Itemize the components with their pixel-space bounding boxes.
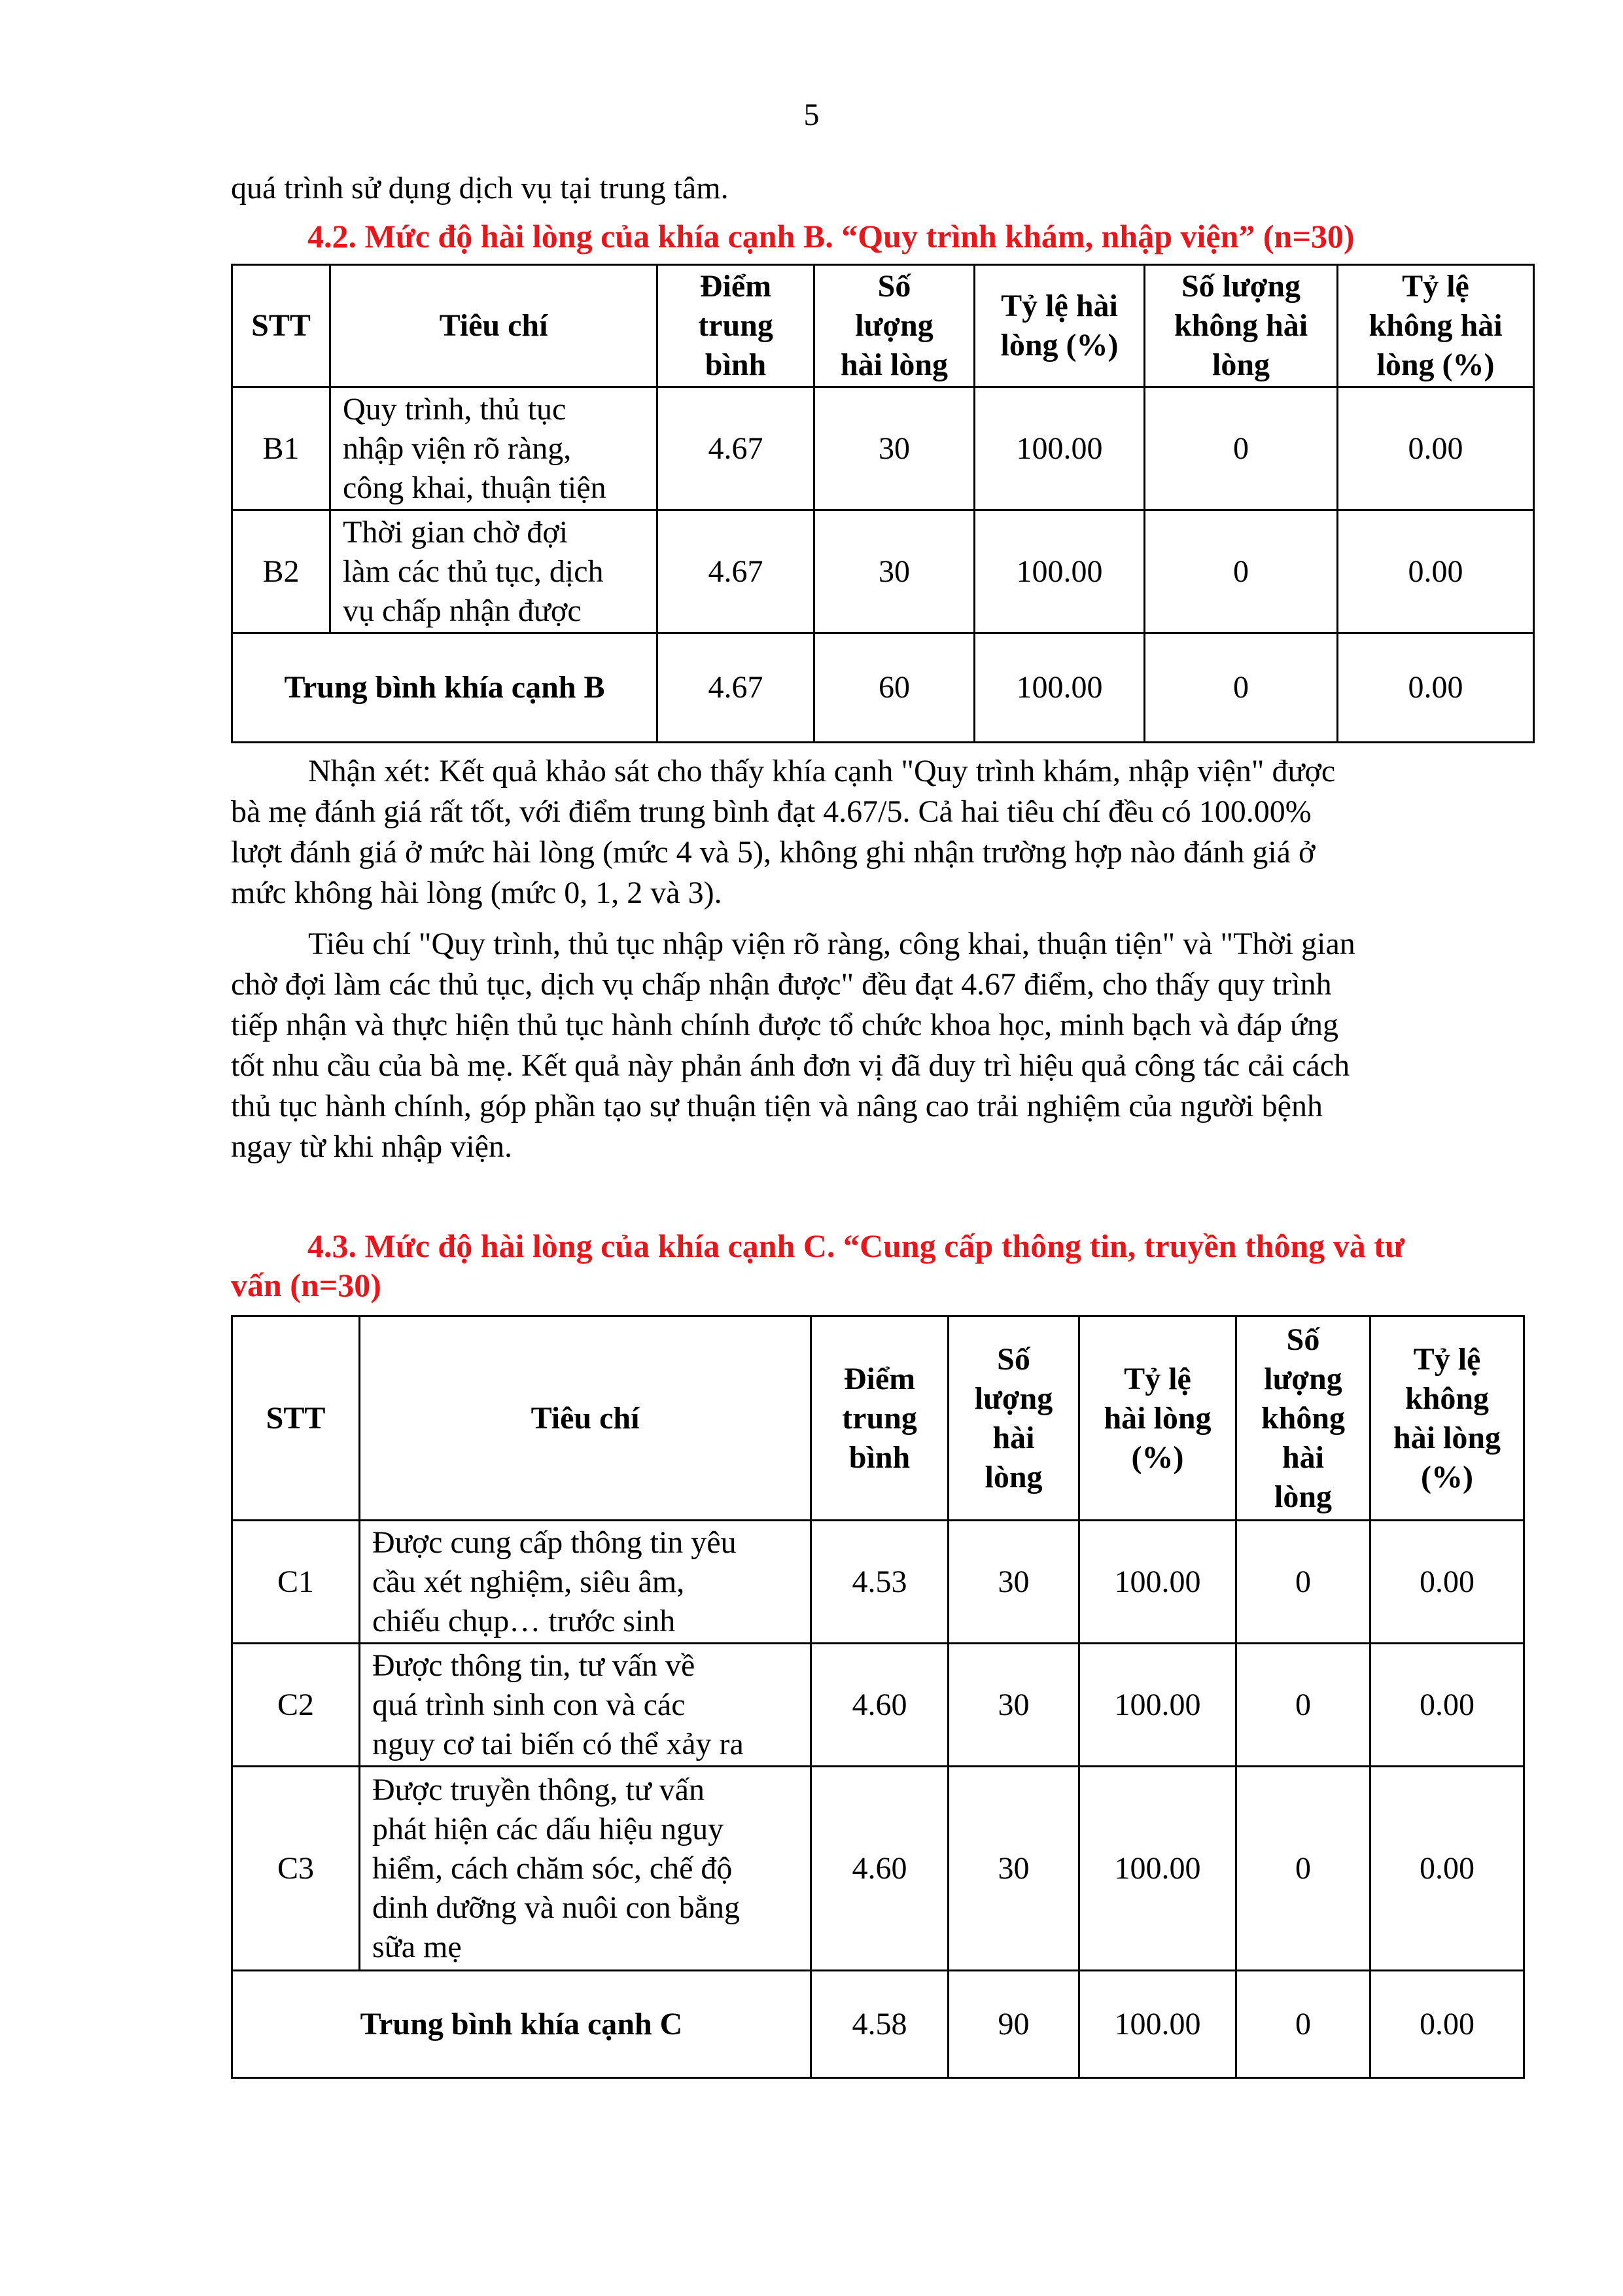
comment-paragraph-1: Nhận xét: Kết quả khảo sát cho thấy khía cạnh "Quy trình khám, nhập viện" được bà mẹ đánh giá rất tốt, với điểm trung bình đạt 4.67/5. Cả hai tiêu chí đều có 100.00% lượt đánh giá ở mức hài lòng (mức 4 và 5), không ghi nhận trường hợp nào đánh giá ở mức không hài lòng (mức 0, 1, 2 và 3). <box>231 754 1336 910</box>
cell-stt: C1 <box>232 1521 360 1644</box>
cell-satisfied-count: 30 <box>814 510 975 633</box>
table-b-header <box>232 265 1534 387</box>
total-satisfied-rate: 100.00 <box>975 633 1145 743</box>
section-c-heading: 4.3. Mức độ hài lòng của khía cạnh C. “Cung cấp thông tin, truyền thông và tư <box>307 1227 1405 1264</box>
cell-avg: 4.67 <box>657 387 814 510</box>
cell-stt: C3 <box>232 1767 360 1971</box>
total-label: Trung bình khía cạnh B <box>232 633 657 743</box>
header-unsatisfied-count: Số lượng không hài lòng <box>1236 1316 1370 1521</box>
total-unsatisfied-count: 0 <box>1145 633 1338 743</box>
cell-stt: B1 <box>232 387 330 510</box>
table-c-header <box>232 1316 1524 1521</box>
intro-line: quá trình sử dụng dịch vụ tại trung tâm. <box>231 171 729 205</box>
comment-paragraph-2: Tiêu chí "Quy trình, thủ tục nhập viện rõ ràng, công khai, thuận tiện" và "Thời gian chờ đợi làm các thủ tục, dịch vụ chấp nhận được" đều đạt 4.67 điểm, cho thấy quy trình tiếp nhận và thực hiện thủ tục hành chính được tổ chức khoa học, minh bạch và đáp ứng tốt nhu cầu của bà mẹ. Kết quả này phản ánh đơn vị đã duy trì hiệu quả công tác cải cách thủ tục hành chính, góp phần tạo sự thuận tiện và nâng cao trải nghiệm của người bệnh ngay từ khi nhập viện. <box>231 927 1355 1164</box>
cell-unsatisfied-rate: 0.00 <box>1338 510 1534 633</box>
cell-criteria: Được truyền thông, tư vấn phát hiện các dấu hiệu nguy hiểm, cách chăm sóc, chế độ dinh dưỡng và nuôi con bằng sữa mẹ <box>360 1767 811 1971</box>
section-b-heading: 4.2. Mức độ hài lòng của khía cạnh B. “Quy trình khám, nhập viện” (n=30) <box>307 218 1355 255</box>
header-satisfied-rate: Tỷ lệ hài lòng (%) <box>1079 1316 1236 1521</box>
total-satisfied-rate: 100.00 <box>1079 1971 1236 2078</box>
cell-unsatisfied-rate: 0.00 <box>1370 1644 1524 1767</box>
cell-stt: C2 <box>232 1644 360 1767</box>
cell-unsatisfied-rate: 0.00 <box>1338 387 1534 510</box>
header-criteria: Tiêu chí <box>330 265 657 387</box>
table-row <box>232 387 1534 510</box>
table-c <box>231 1315 1525 2079</box>
total-unsatisfied-count: 0 <box>1236 1971 1370 2078</box>
cell-unsatisfied-rate: 0.00 <box>1370 1767 1524 1971</box>
cell-avg: 4.53 <box>811 1521 949 1644</box>
page-number: 5 <box>803 97 820 132</box>
cell-satisfied-rate: 100.00 <box>1079 1521 1236 1644</box>
cell-satisfied-count: 30 <box>949 1521 1079 1644</box>
cell-criteria: Được cung cấp thông tin yêu cầu xét nghiệm, siêu âm, chiếu chụp… trước sinh <box>360 1521 811 1644</box>
cell-satisfied-count: 30 <box>814 387 975 510</box>
cell-unsatisfied-count: 0 <box>1236 1521 1370 1644</box>
header-stt: STT <box>232 1316 360 1521</box>
table-total-row <box>232 633 1534 743</box>
total-label: Trung bình khía cạnh C <box>232 1971 811 2078</box>
header-unsatisfied-rate: Tỷ lệ không hài lòng (%) <box>1370 1316 1524 1521</box>
cell-unsatisfied-count: 0 <box>1236 1644 1370 1767</box>
cell-satisfied-rate: 100.00 <box>1079 1767 1236 1971</box>
header-satisfied-count: Số lượng hài lòng <box>949 1316 1079 1521</box>
table-total-row <box>232 1971 1524 2078</box>
header-unsatisfied-rate: Tỷ lệ không hài lòng (%) <box>1338 265 1534 387</box>
cell-avg: 4.60 <box>811 1767 949 1971</box>
cell-criteria: Quy trình, thủ tục nhập viện rõ ràng, công khai, thuận tiện <box>330 387 657 510</box>
header-criteria: Tiêu chí <box>360 1316 811 1521</box>
header-stt: STT <box>232 265 330 387</box>
cell-unsatisfied-count: 0 <box>1236 1767 1370 1971</box>
cell-criteria: Thời gian chờ đợi làm các thủ tục, dịch vụ chấp nhận được <box>330 510 657 633</box>
table-row <box>232 1767 1524 1971</box>
cell-satisfied-count: 30 <box>949 1767 1079 1971</box>
table-row <box>232 1644 1524 1767</box>
header-satisfied-rate: Tỷ lệ hài lòng (%) <box>975 265 1145 387</box>
cell-unsatisfied-rate: 0.00 <box>1370 1521 1524 1644</box>
table-row <box>232 1521 1524 1644</box>
total-unsatisfied-rate: 0.00 <box>1370 1971 1524 2078</box>
cell-unsatisfied-count: 0 <box>1145 387 1338 510</box>
cell-satisfied-rate: 100.00 <box>975 510 1145 633</box>
total-avg: 4.67 <box>657 633 814 743</box>
cell-satisfied-count: 30 <box>949 1644 1079 1767</box>
table-b <box>231 264 1535 743</box>
table-row <box>232 510 1534 633</box>
header-avg: Điểm trung bình <box>657 265 814 387</box>
cell-satisfied-rate: 100.00 <box>1079 1644 1236 1767</box>
header-avg: Điểm trung bình <box>811 1316 949 1521</box>
total-unsatisfied-rate: 0.00 <box>1338 633 1534 743</box>
header-satisfied-count: Số lượng hài lòng <box>814 265 975 387</box>
total-satisfied-count: 90 <box>949 1971 1079 2078</box>
cell-avg: 4.60 <box>811 1644 949 1767</box>
section-c-heading-cont: vấn (n=30) <box>231 1267 381 1303</box>
cell-stt: B2 <box>232 510 330 633</box>
cell-satisfied-rate: 100.00 <box>975 387 1145 510</box>
cell-avg: 4.67 <box>657 510 814 633</box>
header-unsatisfied-count: Số lượng không hài lòng <box>1145 265 1338 387</box>
cell-criteria: Được thông tin, tư vấn về quá trình sinh con và các nguy cơ tai biến có thể xảy ra <box>360 1644 811 1767</box>
total-satisfied-count: 60 <box>814 633 975 743</box>
cell-unsatisfied-count: 0 <box>1145 510 1338 633</box>
total-avg: 4.58 <box>811 1971 949 2078</box>
